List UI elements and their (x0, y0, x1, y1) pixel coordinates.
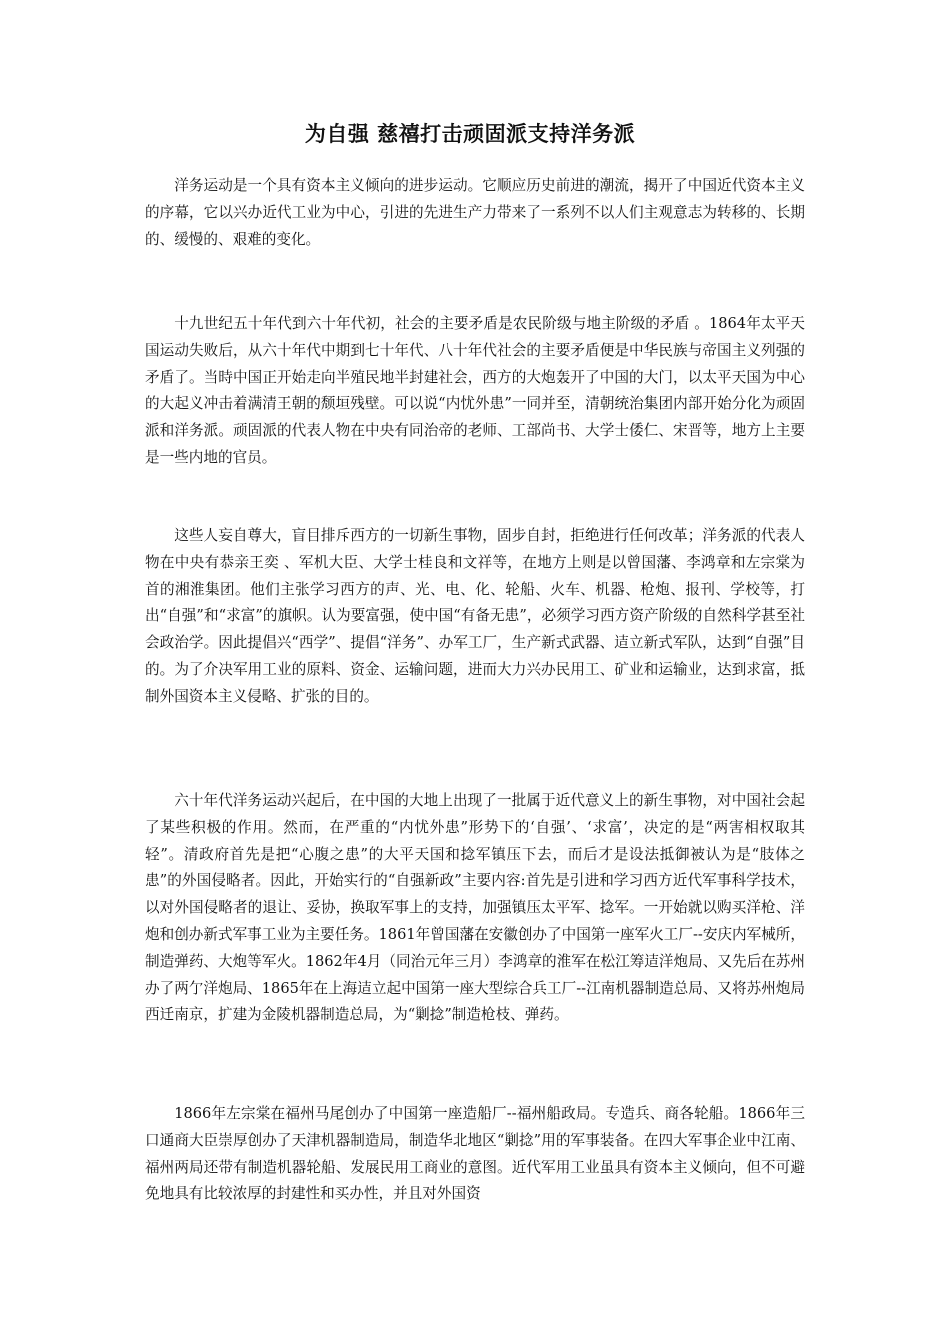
paragraph-4: 六十年代洋务运动兴起后，在中国的大地上出现了一批属于近代意义上的新生事物，对中国社会起了某些积极的作用。然而，在严重的“内忧外患”形势下的‘自强’、‘求富’，决定的是“两害相权取其轻”。清政府首先是把“心腹之患”的大平天国和捻军镇压下去，而后才是设法抵御被认为是“肢体之患”的外国侵略者。因此，开始实行的“自强新政”主要内容:首先是引进和学习西方近代军事科学技术，以对外国侵略者的退让、妥协，换取军事上的支持，加强镇压太平军、捻军。一开始就以购买洋枪、洋炮和创办新式军事工业为主要任务。1861年曾国藩在安徽创办了中国第一座军火工厂--安庆内军械所，制造弹药、大炮等军火。1862年4月（同治元年三月）李鸿章的淮军在松江筹迼洋炮局、又先后在苏州办了两亇洋炮局、1865年在上海迼立起中国第一座大型综合兵工厂--江南机器制造总局、又将苏州炮局西迁南京，扩建为金陵机器制造总局，为“剿捻”制造枪枝、弹药。 (145, 792, 805, 1024)
document-title: 为自强 慈禧打击顽固派支持洋务派 (304, 122, 636, 146)
paragraph-3: 这些人妄自尊大，盲目排斥西方的一切新生事物，固步自封，拒绝进行任何改革；洋务派的代表人物在中央有恭亲王奕 、军机大臣、大学士桂良和文祥等，在地方上则是以曾国藩、李鸿章和左宗棠为首的湘淮集团。他们主张学习西方的声、光、电、化、轮船、火车、机器、枪炮、报刊、学校等，打出“自强”和“求富”的旗帜。认为要富强，使中国“有备无患”，必须学习西方资产阶级的自然科学甚至社会政治学。因此提倡兴“西学”、提倡“洋务”、办军工厂，生产新式武器、迼立新式军队，达到“自强”目的。为了介决军用工业的原料、资金、运输问题，进而大力兴办民用工、矿业和运输业，达到求富，抵制外国资本主义侵略、扩张的目的。 (145, 527, 805, 705)
paragraph-2: 十九世纪五十年代到六十年代初，社会的主要矛盾是农民阶级与地主阶级的矛盾 。1864年太平天国运动失败后，从六十年代中期到七十年代、八十年代社会的主要矛盾便是中华民族与帝国主义列强的矛盾了。当時中国正开始走向半殖民地半封建社会，西方的大炮轰开了中国的大门，以太平天国为中心的大起义冲击着满清王朝的颓垣残壁。可以说“内忧外患”一同并至，清朝统治集团内部开始分化为顽固派和洋务派。顽固派的代表人物在中央有同治帝的老师、工部尚书、大学士倭仁、宋晋等，地方上主要是一些内地的官员。 (145, 315, 805, 466)
paragraph-1: 洋务运动是一个具有资本主义倾向的进步运动。它顺应历史前进的潮流，揭开了中国近代资本主义的序幕，它以兴办近代工业为中心，引进的先进生产力带来了一系列不以人们主观意志为转移的、长期的、缓慢的、艰难的变化。 (145, 177, 805, 248)
paragraph-5: 1866年左宗棠在福州马尾创办了中国第一座造船厂--福州船政局。专造兵、商各轮船。1866年三口通商大臣崇厚创办了天津机器制造局，制造华北地区“剿捻”用的军事装备。在四大军事企业中江南、福州两局还带有制造机器轮船、发展民用工商业的意图。近代军用工业虽具有资本主义倾向，但不可避免地具有比较浓厚的封建性和买办性，并且对外国资 (145, 1105, 805, 1203)
